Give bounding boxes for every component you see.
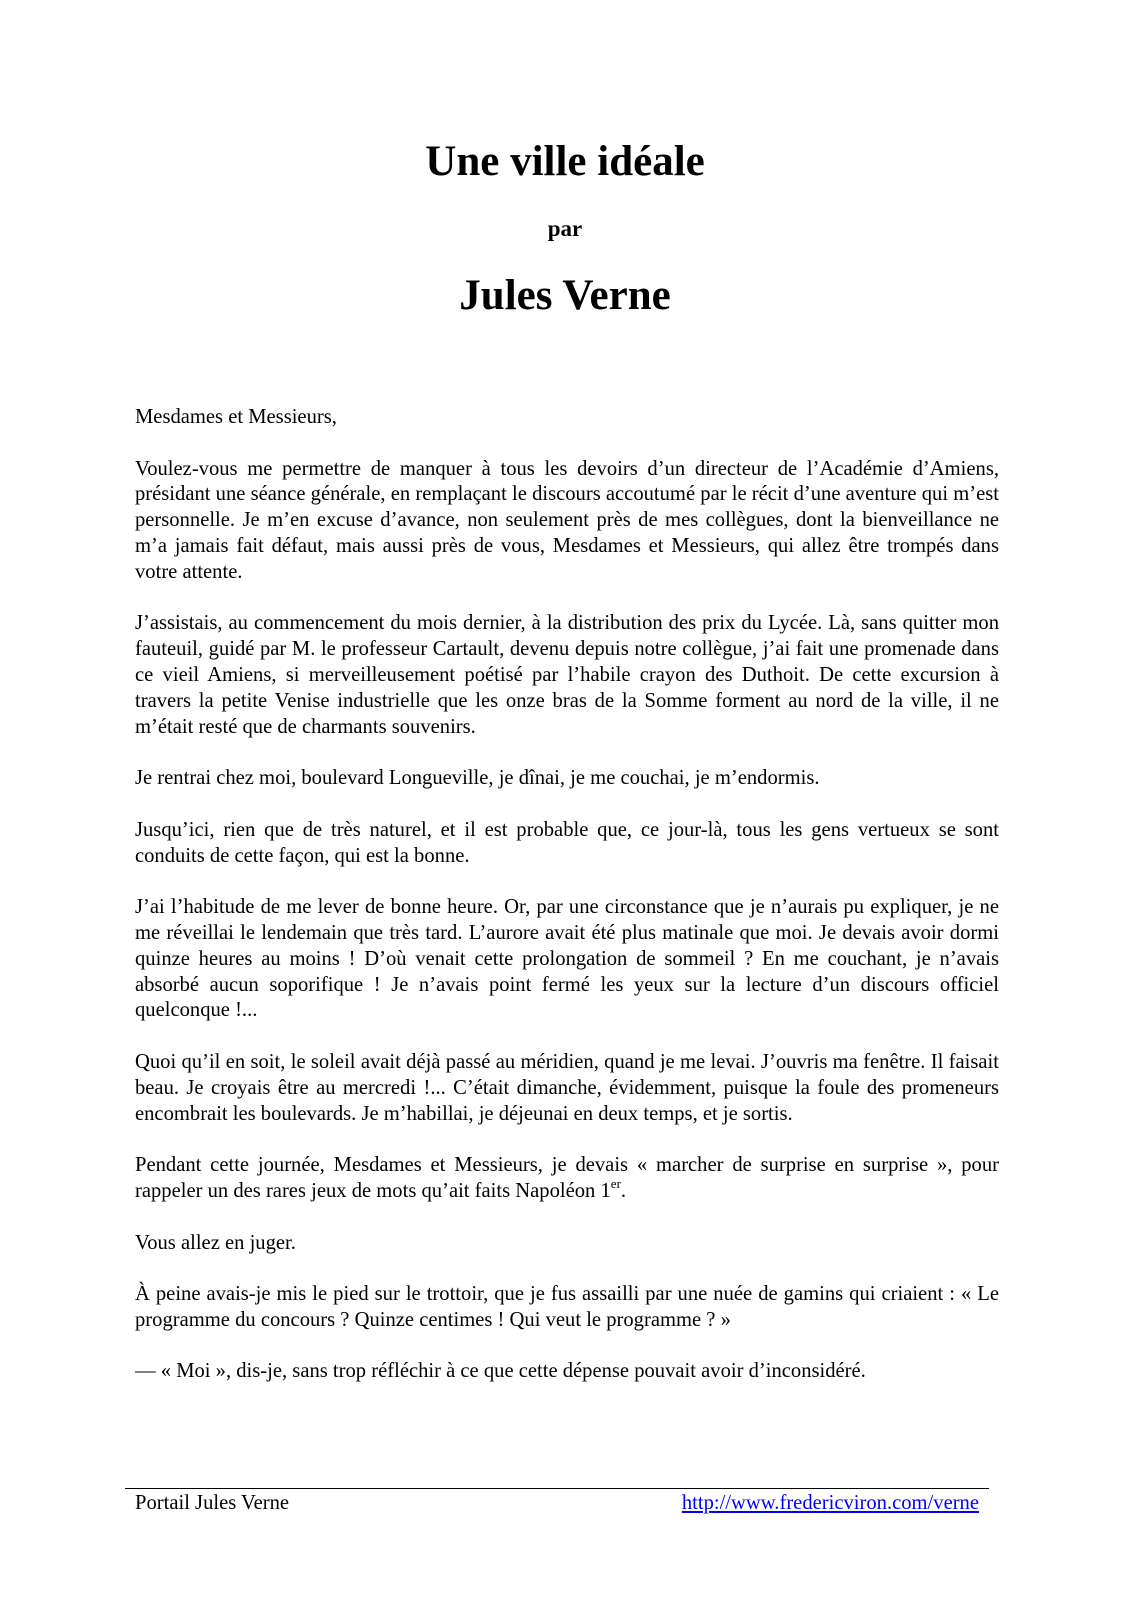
footer-divider — [125, 1488, 989, 1489]
paragraph: Je rentrai chez moi, boulevard Longueville, je dînai, je me couchai, je m’endormis. — [135, 767, 820, 790]
author-name: Jules Verne — [459, 272, 671, 319]
paragraph: Quoi qu’il en soit, le soleil avait déjà passé au méridien, quand je me levai. J’ouvris ma fenêtre. Il faisait beau. Je croyais être au mercredi !... C’était dimanche, évidemment, puisque la foule des promeneurs encombrait les boulevards. Je m’habillai, je déjeunai en deux temps, et je sortis. — [135, 1050, 999, 1125]
paragraph-text: Pendant cette journée, Mesdames et Messieurs, je devais « marcher de surprise en surprise », pour rappeler un des rares jeux de mots qu’ait faits Napoléon 1 — [135, 1154, 999, 1202]
paragraph: À peine avais-je mis le pied sur le trottoir, que je fus assailli par une nuée de gamins qui criaient : « Le programme du concours ? Quinze centimes ! Qui veut le programme ? » — [135, 1283, 999, 1331]
paragraph-end: . — [620, 1179, 627, 1202]
paragraph: J’ai l’habitude de me lever de bonne heure. Or, par une circonstance que je n’aurais pu expliquer, je ne me réveillai le lendemain que très tard. L’aurore avait été plus matinale que moi. Je devais avoir dormi quinze heures au moins ! D’où venait cette prolongation de sommeil ? En me couchant, je n’avais absorbé aucun soporifique ! Je n’avais point fermé les yeux sur la lecture d’un discours officiel quelconque !... — [135, 896, 999, 1022]
superscript: er — [610, 1175, 621, 1191]
paragraph: — « Moi », dis-je, sans trop réfléchir à ce que cette dépense pouvait avoir d’inconsidéré. — [135, 1360, 866, 1383]
body-text — [135, 405, 999, 1411]
paragraph-napoleon — [135, 1153, 999, 1205]
document-title: Une ville idéale — [425, 138, 705, 185]
paragraph: Vous allez en juger. — [135, 1231, 296, 1254]
paragraph: J’assistais, au commencement du mois dernier, à la distribution des prix du Lycée. Là, sans quitter mon fauteuil, guidé par M. le professeur Cartault, devenu depuis notre collègue, j’ai fait une promenade dans ce vieil Amiens, si merveilleusement poétisé par l’habile crayon des Duthoit. De cette excursion à travers la petite Venise industrielle que les onze bras de la Somme forment au nord de la ville, il ne m’était resté que de charmants souvenirs. — [135, 612, 999, 738]
paragraph-salutation: Mesdames et Messieurs, — [135, 406, 337, 428]
paragraph: Jusqu’ici, rien que de très naturel, et il est probable que, ce jour-là, tous les gens vertueux se sont conduits de cette façon, qui est la bonne. — [135, 818, 999, 867]
footer-portal-name: Portail Jules Verne — [135, 1492, 290, 1514]
paragraph: Voulez-vous me permettre de manquer à tous les devoirs d’un directeur de l’Académie d’Amiens, présidant une séance générale, en remplaçant le discours accoutumé par le récit d’une aventure qui m’est personnelle. Je m’en excuse d’avance, non seulement près de mes collègues, dont la bienveillance ne m’a jamais fait défaut, mais aussi près de vous, Mesdames et Messieurs, qui allez être trompés dans votre attente. — [135, 457, 999, 583]
byline: par — [547, 216, 583, 241]
footer-website-link[interactable]: http://www.fredericviron.com/verne — [681, 1492, 979, 1514]
